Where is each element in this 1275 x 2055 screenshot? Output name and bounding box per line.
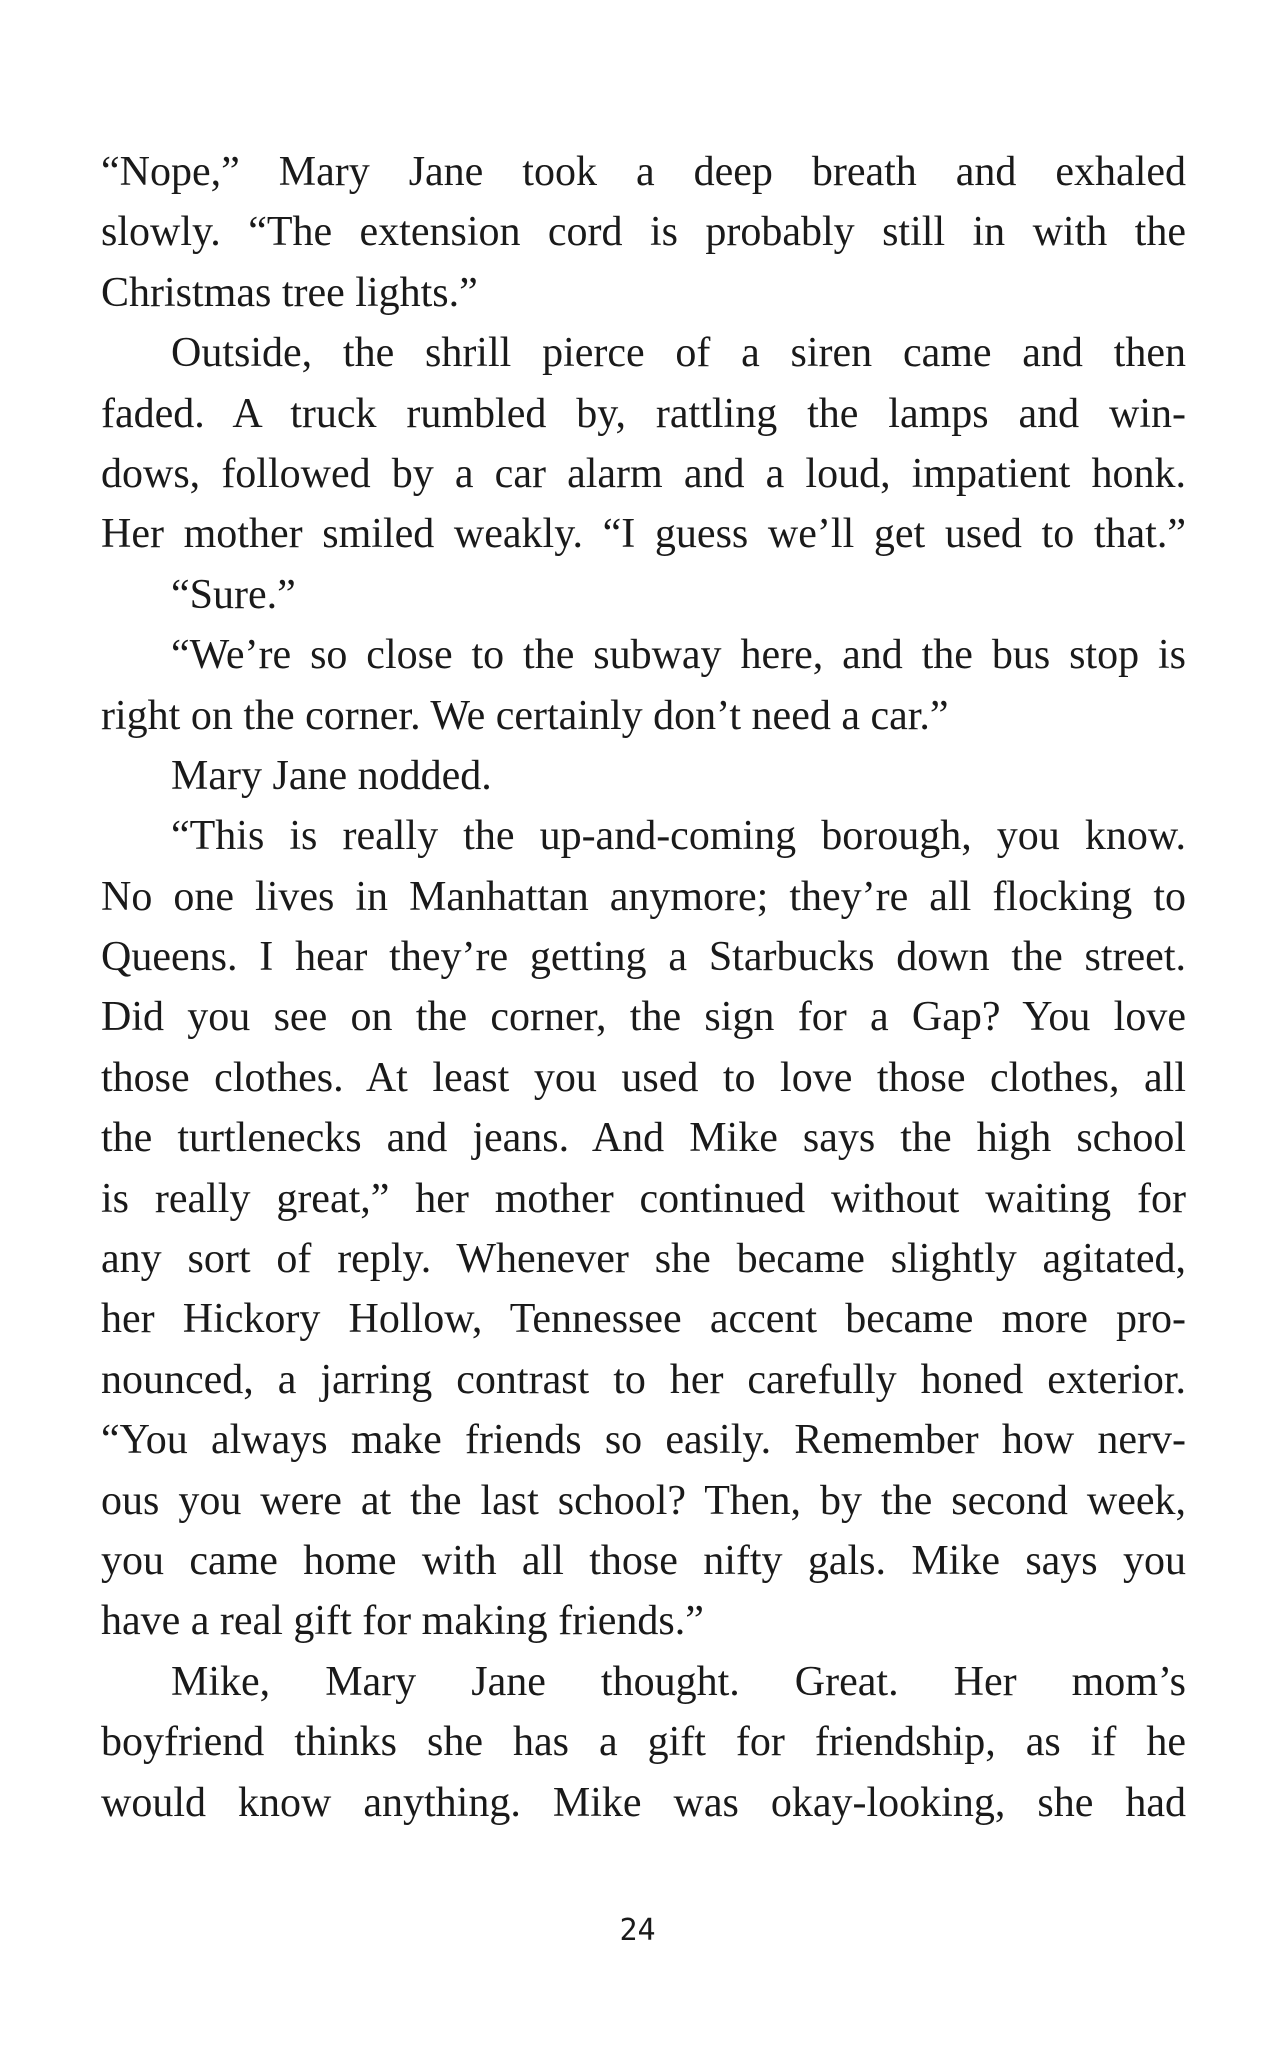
body-text	[101, 142, 1186, 1833]
text-line: dows, followed by a car alarm and a loud, impatient honk.	[101, 450, 1186, 497]
text-line: nounced, a jarring contrast to her carefully honed exterior.	[101, 1356, 1186, 1403]
text-line: have a real gift for making friends.”	[101, 1598, 704, 1645]
text-line: Outside, the shrill pierce of a siren came and then	[171, 330, 1186, 377]
text-line: right on the corner. We certainly don’t need a car.”	[101, 692, 949, 739]
text-line: Did you see on the corner, the sign for a Gap? You love	[101, 994, 1186, 1041]
text-line: would know anything. Mike was okay-looking, she had	[101, 1779, 1186, 1826]
text-line: boyfriend thinks she has a gift for friendship, as if he	[101, 1719, 1186, 1766]
text-line: the turtlenecks and jeans. And Mike says the high school	[101, 1115, 1186, 1162]
text-line: you came home with all those nifty gals. Mike says you	[101, 1537, 1186, 1584]
text-line: “You always make friends so easily. Remember how nerv-	[101, 1417, 1186, 1464]
text-line: those clothes. At least you used to love those clothes, all	[101, 1054, 1186, 1101]
text-line: any sort of reply. Whenever she became slightly agitated,	[101, 1236, 1186, 1283]
text-line: Mary Jane nodded.	[171, 752, 492, 799]
text-line: ous you were at the last school? Then, by the second week,	[101, 1477, 1186, 1524]
text-line: “Sure.”	[171, 571, 296, 618]
text-line: her Hickory Hollow, Tennessee accent became more pro-	[101, 1296, 1186, 1343]
text-line: Christmas tree lights.”	[101, 269, 478, 316]
text-line: “This is really the up-and-coming borough, you know.	[171, 813, 1186, 860]
text-line: is really great,” her mother continued without waiting for	[101, 1175, 1186, 1222]
text-line: Her mother smiled weakly. “I guess we’ll get used to that.”	[101, 511, 1186, 558]
text-line: faded. A truck rumbled by, rattling the lamps and win-	[101, 390, 1186, 437]
page-number: 24	[619, 1913, 656, 1948]
text-line: “We’re so close to the subway here, and the bus stop is	[171, 632, 1186, 679]
text-line: No one lives in Manhattan anymore; they’re all flocking to	[101, 873, 1186, 920]
text-line: “Nope,” Mary Jane took a deep breath and exhaled	[101, 149, 1186, 195]
text-line: slowly. “The extension cord is probably still in with the	[101, 209, 1186, 256]
text-line: Mike, Mary Jane thought. Great. Her mom’s	[171, 1658, 1186, 1705]
text-line: Queens. I hear they’re getting a Starbucks down the street.	[101, 934, 1186, 981]
